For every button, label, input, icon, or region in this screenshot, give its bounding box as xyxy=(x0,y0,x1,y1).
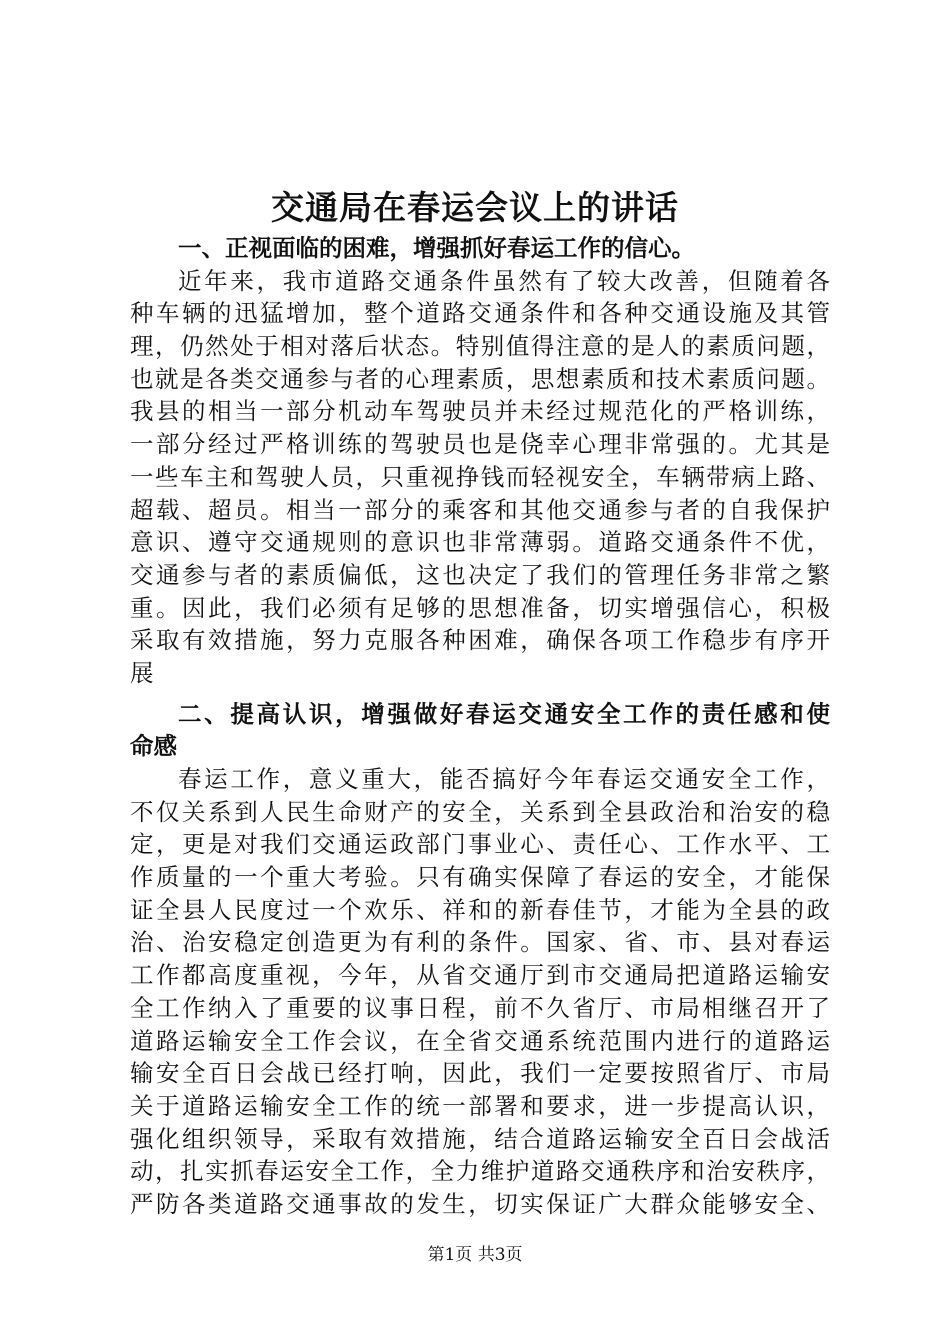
paragraph-line: 证全县人民度过一个欢乐、祥和的新春佳节，才能为全县的政 xyxy=(130,895,830,924)
paragraph-line: 一部分经过严格训练的驾驶员也是侥幸心理非常强的。尤其是 xyxy=(130,430,830,459)
document-title: 交通局在春运会议上的讲话 xyxy=(271,188,679,227)
paragraph-line: 治、治安稳定创造更为有利的条件。国家、省、市、县对春运 xyxy=(130,928,830,957)
section-2-heading-line: 命感 xyxy=(130,732,177,761)
document-body xyxy=(130,232,830,1221)
paragraph-line: 超载、超员。相当一部分的乘客和其他交通参与者的自我保护 xyxy=(130,495,830,524)
paragraph-line: 关于道路运输安全工作的统一部署和要求，进一步提高认识， xyxy=(130,1091,830,1120)
paragraph-line: 工作都高度重视，今年，从省交通厅到市交通局把道路运输安 xyxy=(130,961,830,990)
paragraph-line: 种车辆的迅猛增加，整个道路交通条件和各种交通设施及其管 xyxy=(130,299,830,328)
paragraph-line: 春运工作，意义重大，能否搞好今年春运交通安全工作， xyxy=(178,765,830,793)
paragraph-line: 全工作纳入了重要的议事日程，前不久省厅、市局相继召开了 xyxy=(130,993,830,1022)
paragraph-line: 意识、遵守交通规则的意识也非常薄弱。道路交通条件不优， xyxy=(130,528,830,557)
paragraph-line: 强化组织领导，采取有效措施，结合道路运输安全百日会战活 xyxy=(130,1124,830,1153)
paragraph-line: 道路运输安全工作会议，在全省交通系统范围内进行的道路运 xyxy=(130,1026,830,1055)
paragraph-line: 重。因此，我们必须有足够的思想准备，切实增强信心，积极 xyxy=(130,593,830,622)
section-gap xyxy=(130,690,830,698)
paragraph-line: 展 xyxy=(130,658,154,687)
paragraph-line: 定，更是对我们交通运政部门事业心、责任心、工作水平、工 xyxy=(130,830,830,859)
section-2-heading-line: 二、提高认识，增强做好春运交通安全工作的责任感和使 xyxy=(178,699,830,728)
paragraph-line: 我县的相当一部分机动车驾驶员并未经过规范化的严格训练， xyxy=(130,397,830,426)
paragraph-line: 不仅关系到人民生命财产的安全，关系到全县政治和治安的稳 xyxy=(130,797,830,826)
paragraph-line: 理，仍然处于相对落后状态。特别值得注意的是人的素质问题， xyxy=(130,332,830,361)
section-1-paragraph xyxy=(130,265,830,690)
section-2-heading xyxy=(130,698,830,763)
paragraph-line: 近年来，我市道路交通条件虽然有了较大改善，但随着各 xyxy=(178,266,830,295)
section-2-paragraph xyxy=(130,763,830,1221)
paragraph-line: 作质量的一个重大考验。只有确实保障了春运的安全，才能保 xyxy=(130,863,830,892)
paragraph-line: 一些车主和驾驶人员，只重视挣钱而轻视安全，车辆带病上路、 xyxy=(130,462,830,491)
section-1-heading: 一、正视面临的困难，增强抓好春运工作的信心。 xyxy=(178,234,695,262)
paragraph-line: 动，扎实抓春运安全工作，全力维护道路交通秩序和治安秩序， xyxy=(130,1157,830,1186)
paragraph-line: 交通参与者的素质偏低，这也决定了我们的管理任务非常之繁 xyxy=(130,560,830,589)
paragraph-line: 采取有效措施，努力克服各种困难，确保各项工作稳步有序开 xyxy=(130,626,830,655)
paragraph-line: 输安全百日会战已经打响，因此，我们一定要按照省厅、市局 xyxy=(130,1059,830,1088)
paragraph-line: 严防各类道路交通事故的发生，切实保证广大群众能够安全、 xyxy=(130,1189,830,1218)
paragraph-line: 也就是各类交通参与者的心理素质，思想素质和技术素质问题。 xyxy=(130,364,830,393)
page-number-footer: 第1页 共3页 xyxy=(427,1245,523,1265)
